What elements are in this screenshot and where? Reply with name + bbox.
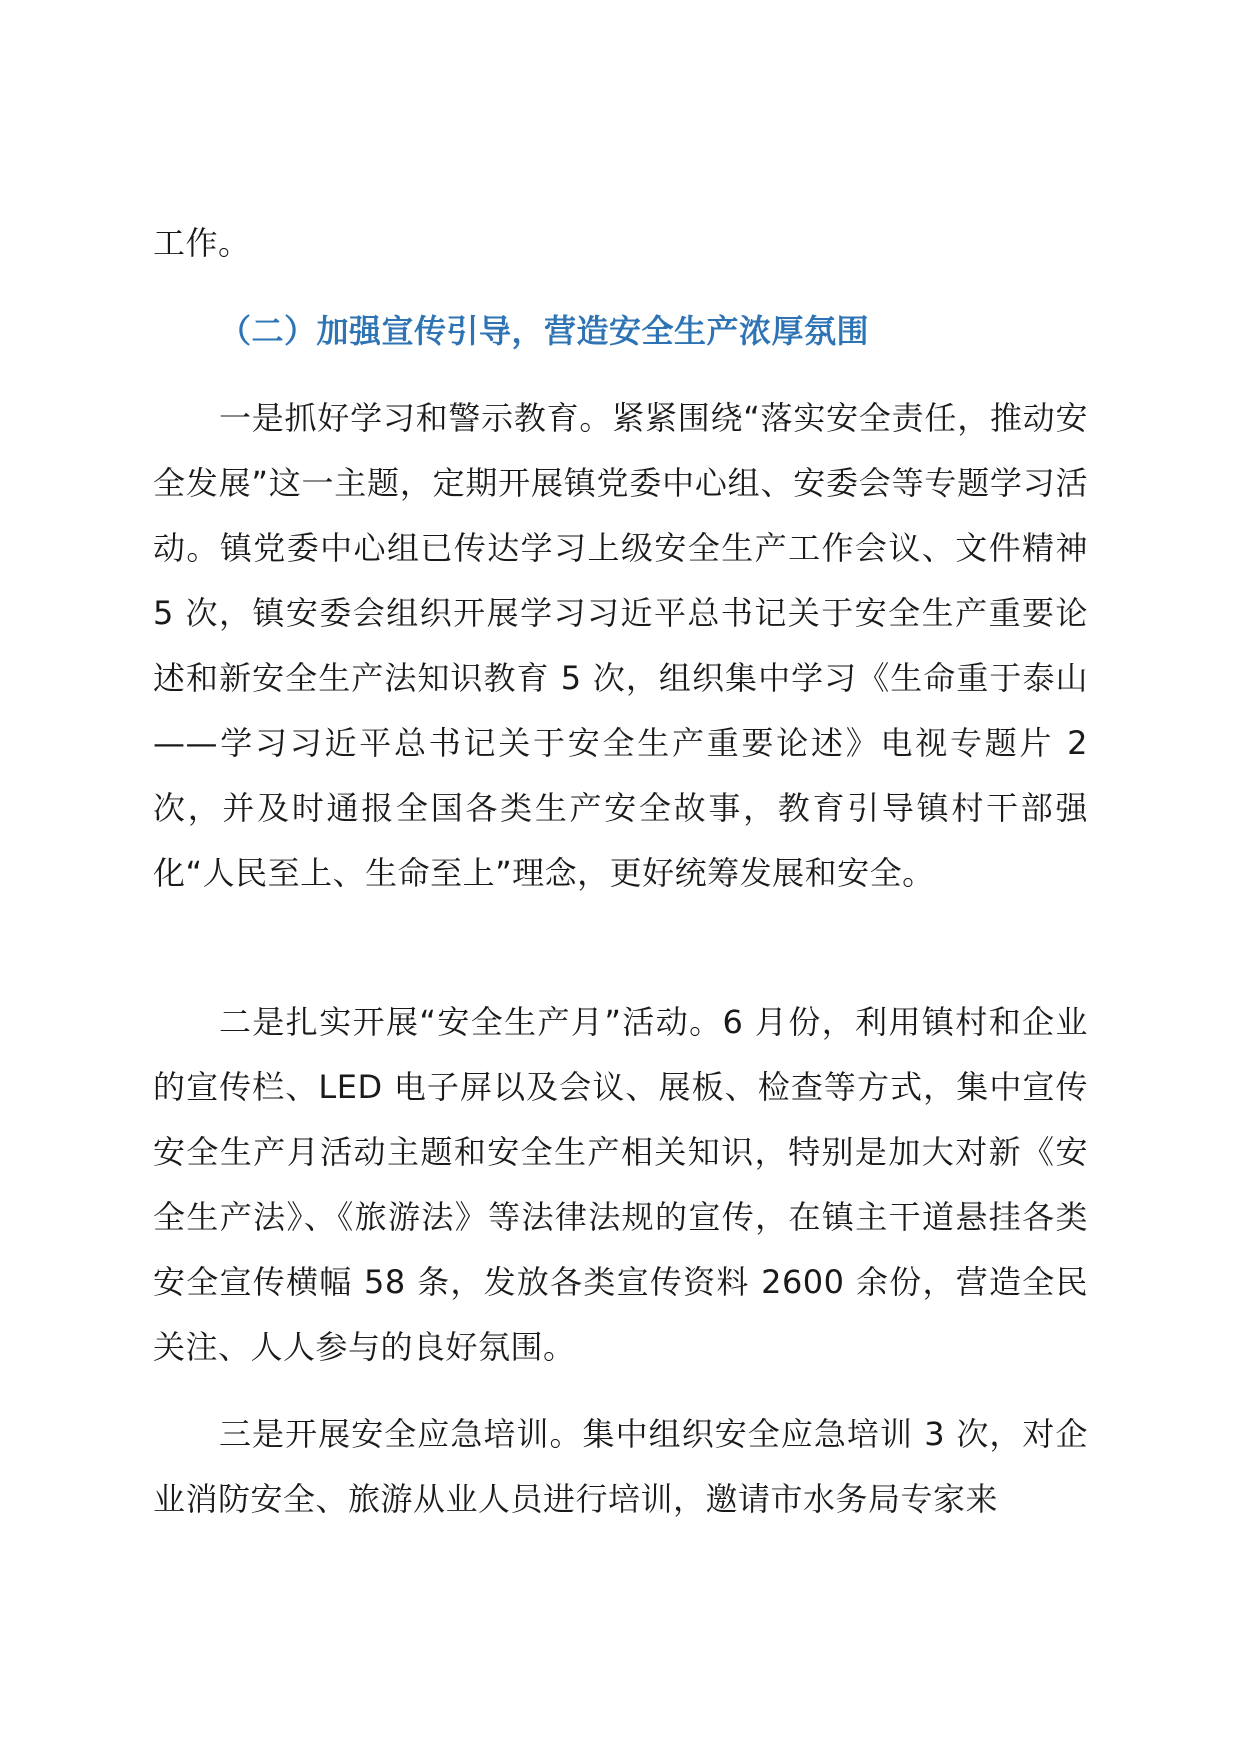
section-heading: （二）加强宣传引导，营造安全生产浓厚氛围 — [219, 312, 870, 350]
paragraph-study-education: 一是抓好学习和警示教育。紧紧围绕“落实安全责任，推动安全发展”这一主题，定期开展镇党委中心组、安委会等专题学习活动。镇党委中心组已传达学习上级安全生产工作会议、文件精神 5 次，镇安委会组织开展学习习近平总书记关于安全生产重要论述和新安全生产法知识教育 5 次，组织集中学习《生命重于泰山——学习习近平总书记关于安全生产重要论述》电视专题片 2 次，并及时通报全国各类生产安全故事，教育引导镇村干部强化“人民至上、生命至上”理念，更好统筹发展和安全。 — [153, 399, 1088, 892]
paragraph-emergency-training: 三是开展安全应急培训。集中组织安全应急培训 3 次，对企业消防安全、旅游从业人员进行培训，邀请市水务局专家来 — [153, 1415, 1088, 1518]
paragraph-safety-month: 二是扎实开展“安全生产月”活动。6 月份，利用镇村和企业的宣传栏、LED 电子屏以及会议、展板、检查等方式，集中宣传安全生产月活动主题和安全生产相关知识，特别是加大对新《安全生产法》、《旅游法》等法律法规的宣传，在镇主干道悬挂各类安全宣传横幅 58 条，发放各类宣传资料 2600 余份，营造全民关注、人人参与的良好氛围。 — [153, 1003, 1088, 1366]
lead-text: 工作。 — [153, 224, 251, 262]
